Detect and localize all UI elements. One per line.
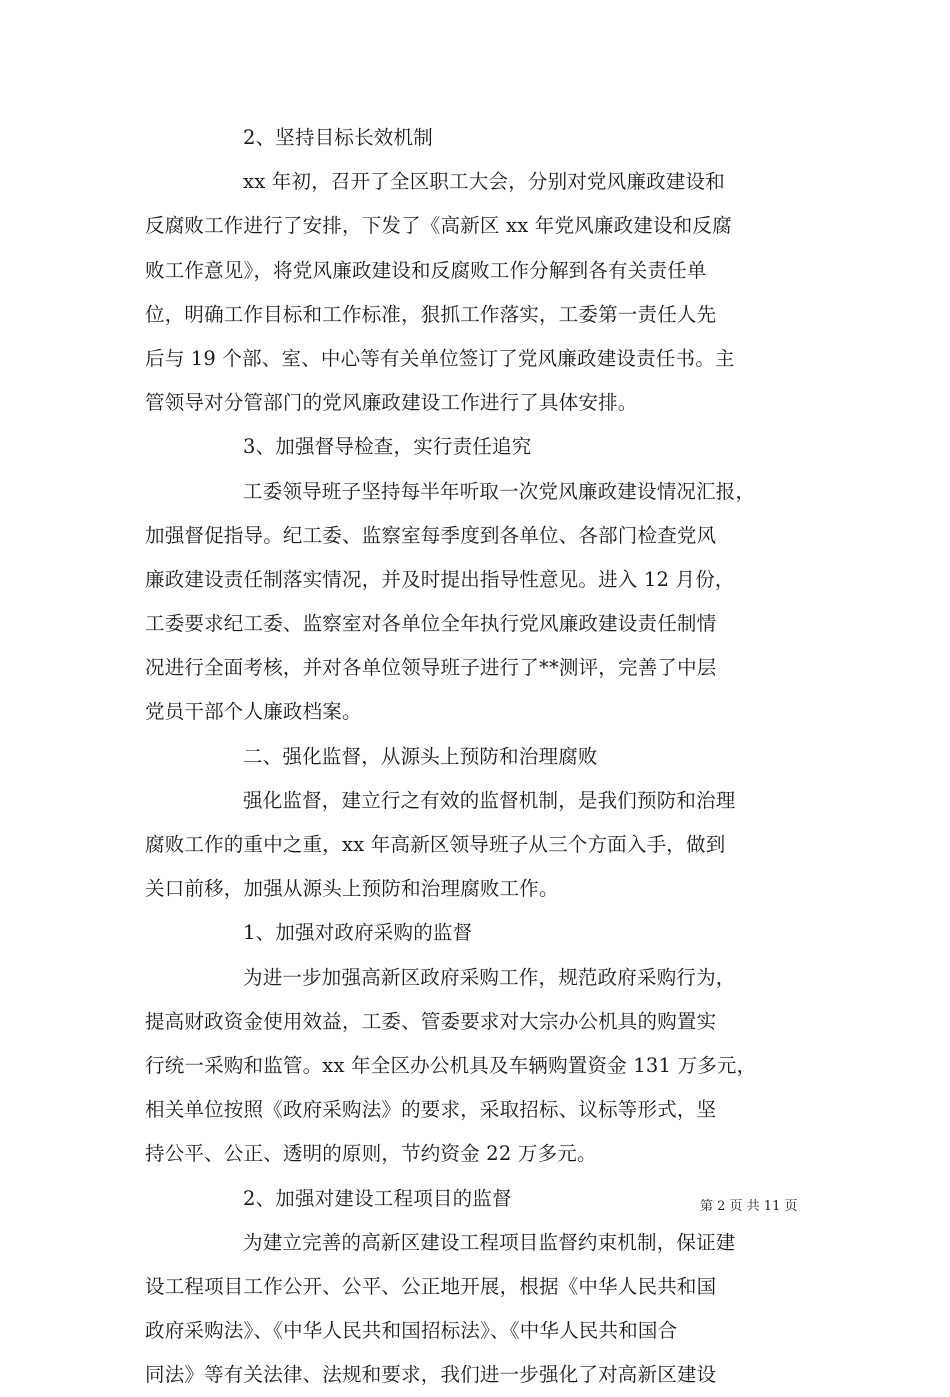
text-line: 工委要求纪工委、监察室对各单位全年执行党风廉政建设责任制情: [145, 612, 717, 636]
text-line: 工委领导班子坚持每半年听取一次党风廉政建设情况汇报，: [243, 479, 756, 503]
text-line: 加强督促指导。纪工委、监察室每季度到各单位、各部门检查党风: [145, 523, 717, 547]
text-line: 强化监督，建立行之有效的监督机制，是我们预防和治理: [243, 788, 736, 812]
section-heading: 2、坚持目标长效机制: [243, 126, 433, 149]
section-heading: 3、加强督导检查，实行责任追究: [243, 435, 532, 459]
text-line: 廉政建设责任制落实情况，并及时提出指导性意见。进入 12 月份，: [145, 567, 735, 591]
text-line: 腐败工作的重中之重，xx 年高新区领导班子从三个方面入手，做到: [145, 833, 726, 856]
page-number: 第 2 页 共 11 页: [700, 1199, 798, 1214]
text-line: 况进行全面考核，并对各单位领导班子进行了**测评，完善了中层: [145, 656, 717, 680]
section-heading: 2、加强对建设工程项目的监督: [243, 1186, 512, 1210]
text-line: 败工作意见》，将党风廉政建设和反腐败工作分解到各有关责任单: [145, 258, 707, 282]
text-line: 设工程项目工作公开、公平、公正地开展，根据《中华人民共和国: [145, 1274, 717, 1298]
text-line: 位，明确工作目标和工作标准，狠抓工作落实，工委第一责任人先: [145, 302, 717, 326]
section-heading: 二、强化监督，从源头上预防和治理腐败: [243, 744, 598, 768]
text-line: 反腐败工作进行了安排，下发了《高新区 xx 年党风廉政建设和反腐: [145, 214, 732, 238]
text-line: 管领导对分管部门的党风廉政建设工作进行了具体安排。: [145, 391, 638, 415]
text-line: 提高财政资金使用效益，工委、管委要求对大宗办公机具的购置实: [145, 1009, 717, 1033]
text-line: 为进一步加强高新区政府采购工作，规范政府采购行为，: [243, 965, 736, 989]
text-line: 同法》等有关法律、法规和要求，我们进一步强化了对高新区建设: [145, 1363, 717, 1387]
text-line: 党员干部个人廉政档案。: [145, 700, 362, 724]
text-line: 行统一采购和监管。xx 年全区办公机具及车辆购置资金 131 万多元，: [145, 1053, 757, 1077]
text-line: 相关单位按照《政府采购法》的要求，采取招标、议标等形式，坚: [145, 1098, 717, 1122]
text-line: 为建立完善的高新区建设工程项目监督约束机制，保证建: [243, 1230, 736, 1254]
text-line: xx 年初，召开了全区职工大会，分别对党风廉政建设和: [243, 170, 725, 194]
text-line: 关口前移，加强从源头上预防和治理腐败工作。: [145, 877, 559, 901]
text-line: 政府采购法》、《中华人民共和国招标法》、《中华人民共和国合: [145, 1319, 678, 1343]
text-line: 后与 19 个部、室、中心等有关单位签订了党风廉政建设责任书。主: [145, 346, 735, 370]
text-line: 持公平、公正、透明的原则，节约资金 22 万多元。: [145, 1142, 597, 1166]
section-heading: 1、加强对政府采购的监督: [243, 921, 473, 945]
